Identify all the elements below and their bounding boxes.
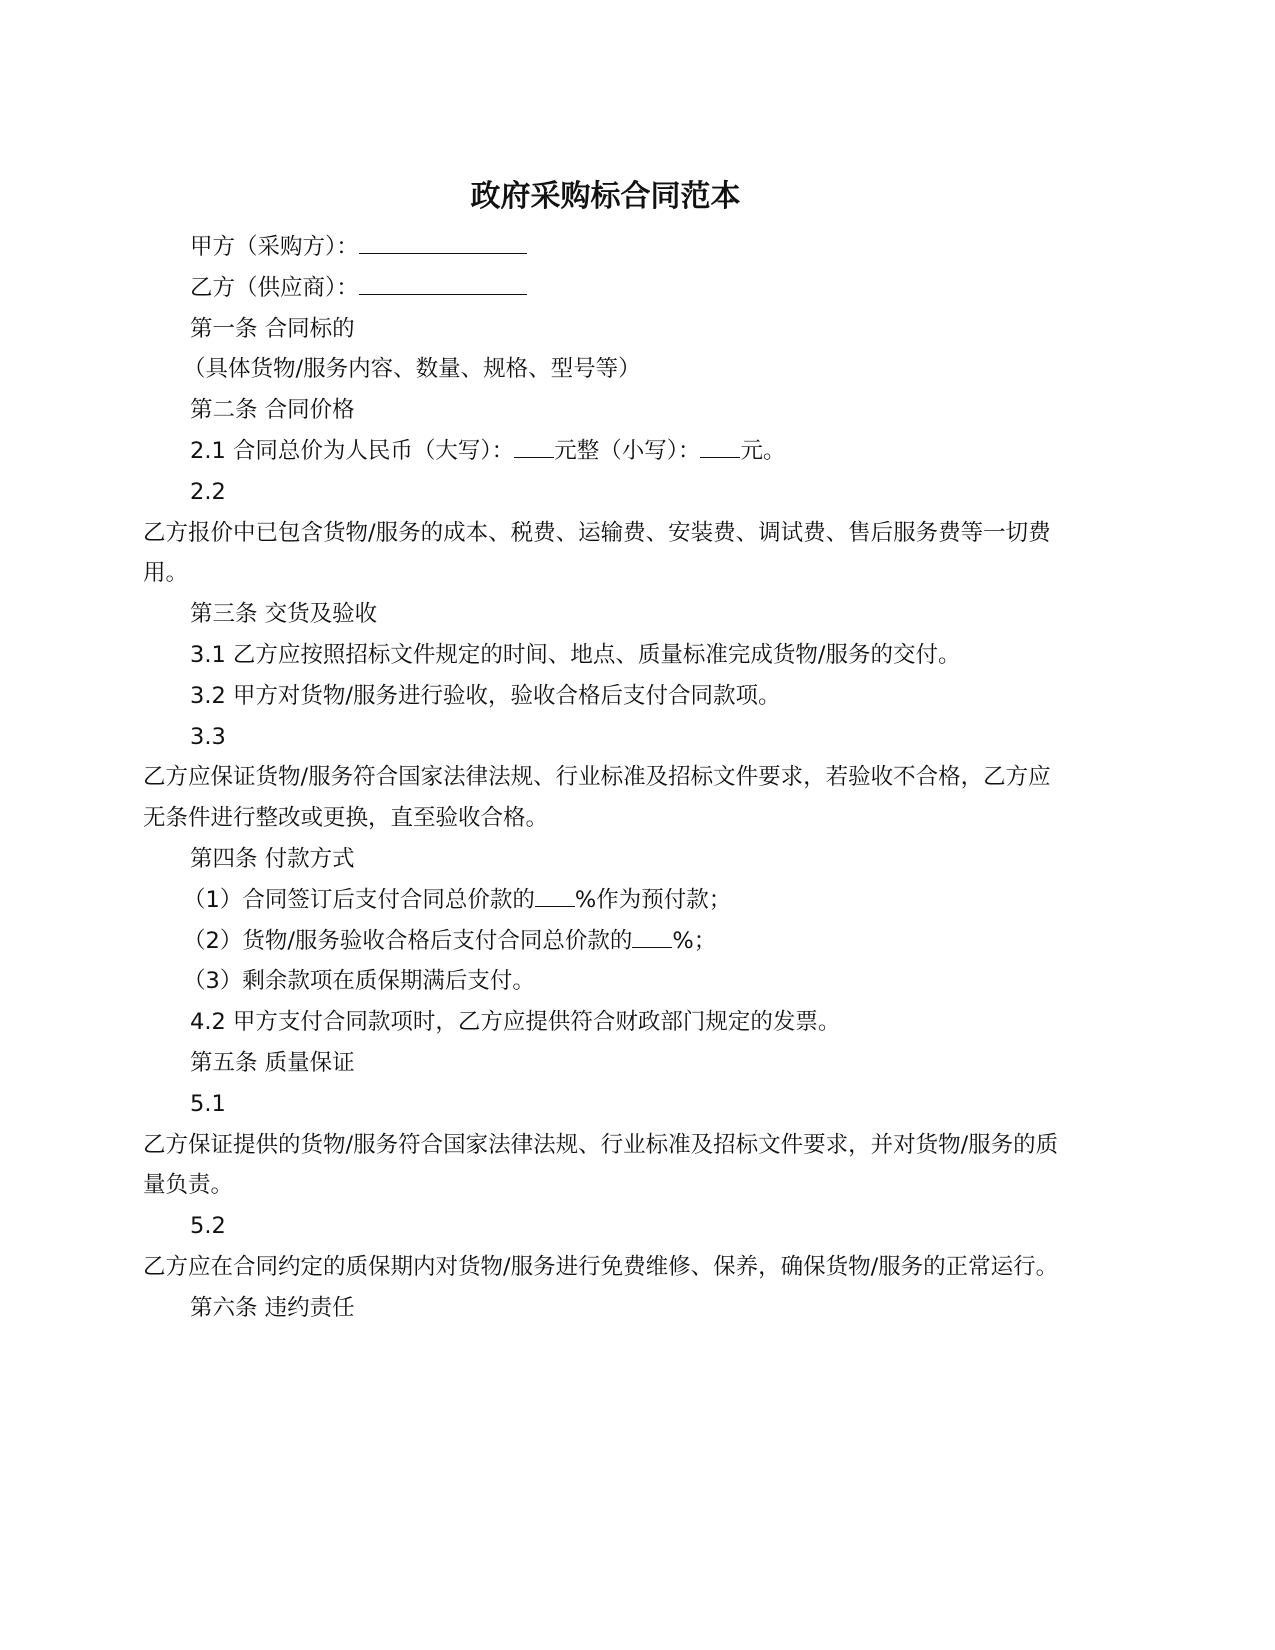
party-b-blank xyxy=(359,274,527,295)
clause-5-2-text: 乙方应在合同约定的质保期内对货物/服务进行免费维修、保养，确保货物/服务的正常运行。 xyxy=(143,1253,1059,1280)
clause-3-3-number: 3.3 xyxy=(190,723,226,750)
payment-item-1-text-a: （1）合同签订后支付合同总价款的 xyxy=(183,886,535,913)
clause-2-2-text: 乙方报价中已包含货物/服务的成本、税费、运输费、安装费、调试费、售后服务费等一切费用。 xyxy=(143,519,1051,587)
clause-5-1-number: 5.1 xyxy=(190,1090,226,1117)
payment-item-3: （3）剩余款项在质保期满后支付。 xyxy=(183,968,535,995)
party-b-label: 乙方（供应商）： xyxy=(190,274,359,301)
clause-3-3-text: 乙方应保证货物/服务符合国家法律法规、行业标准及招标文件要求，若验收不合格，乙方应无条件进行整改或更换，直至验收合格。 xyxy=(143,764,1051,832)
clause-5-2-number: 5.2 xyxy=(190,1213,226,1240)
party-b-line xyxy=(143,268,1068,309)
acceptance-percent-blank xyxy=(632,927,672,948)
article-4-heading: 第四条 付款方式 xyxy=(190,845,355,872)
clause-2-1 xyxy=(143,431,1068,472)
prepay-percent-blank xyxy=(535,886,575,907)
article-1-note: （具体货物/服务内容、数量、规格、型号等） xyxy=(183,356,641,383)
document-title: 政府采购标合同范本 xyxy=(470,179,741,214)
article-3-heading: 第三条 交货及验收 xyxy=(190,601,378,628)
clause-2-1-text-b: 元整（小写）： xyxy=(554,437,701,464)
payment-item-1 xyxy=(143,880,1068,921)
clause-4-2: 4.2 甲方支付合同款项时，乙方应提供符合财政部门规定的发票。 xyxy=(190,1009,841,1036)
payment-item-1-text-b: %作为预付款； xyxy=(574,886,732,913)
document-page xyxy=(143,172,1068,1329)
amount-figure-blank xyxy=(700,437,740,458)
party-a-line xyxy=(143,227,1068,268)
payment-item-2-text-a: （2）货物/服务验收合格后支付合同总价款的 xyxy=(183,927,633,954)
article-6-heading: 第六条 违约责任 xyxy=(190,1294,355,1321)
party-a-label: 甲方（采购方）： xyxy=(190,234,359,260)
party-a-blank xyxy=(359,233,527,254)
clause-2-1-text-c: 元。 xyxy=(740,437,786,464)
clause-2-2-number: 2.2 xyxy=(190,478,226,505)
article-5-heading: 第五条 质量保证 xyxy=(190,1049,355,1076)
clause-3-2: 3.2 甲方对货物/服务进行验收，验收合格后支付合同款项。 xyxy=(190,682,781,709)
article-2-heading: 第二条 合同价格 xyxy=(190,397,355,424)
clause-5-1-text: 乙方保证提供的货物/服务符合国家法律法规、行业标准及招标文件要求，并对货物/服务的质量负责。 xyxy=(143,1131,1059,1199)
payment-item-2-text-b: %； xyxy=(672,927,717,954)
amount-words-blank xyxy=(514,437,554,458)
article-1-heading: 第一条 合同标的 xyxy=(190,315,355,342)
payment-item-2 xyxy=(143,921,1068,962)
clause-2-1-text-a: 2.1 合同总价为人民币（大写）： xyxy=(190,437,515,464)
clause-3-1: 3.1 乙方应按照招标文件规定的时间、地点、质量标准完成货物/服务的交付。 xyxy=(190,641,961,668)
